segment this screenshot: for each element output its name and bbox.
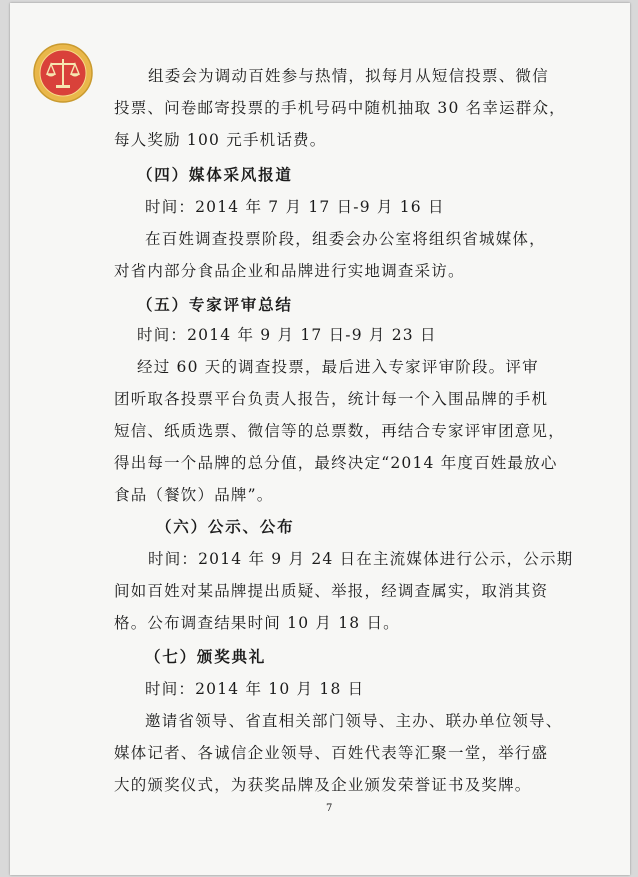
intro-line-1: 组委会为调动百姓参与热情，拟每月从短信投票、微信	[148, 67, 549, 85]
section-5-time: 时间：2014 年 9 月 17 日-9 月 23 日	[137, 326, 437, 344]
section-5-line-4: 得出每一个品牌的总分值，最终决定“2014 年度百姓最放心	[114, 454, 558, 472]
section-5-line-2: 团听取各投票平台负责人报告，统计每一个入围品牌的手机	[114, 390, 549, 408]
section-7-line-1: 邀请省领导、省直相关部门领导、主办、联办单位领导、	[145, 712, 563, 730]
section-4-line-2: 对省内部分食品企业和品牌进行实地调查采访。	[114, 262, 465, 280]
document-page	[10, 3, 630, 875]
section-5-heading: （五）专家评审总结	[137, 295, 293, 314]
section-6-line-2: 间如百姓对某品牌提出质疑、举报，经调查属实，取消其资	[114, 582, 549, 600]
section-4-line-1: 在百姓调查投票阶段，组委会办公室将组织省城媒体，	[145, 230, 546, 248]
section-6-line-3: 格。公布调查结果时间 10 月 18 日。	[114, 614, 400, 632]
section-7-line-3: 大的颁奖仪式，为获奖品牌及企业颁发荣誉证书及奖牌。	[114, 776, 532, 794]
page-number: 7	[326, 803, 333, 814]
intro-line-3: 每人奖励 100 元手机话费。	[114, 131, 327, 149]
section-6-line-1: 时间：2014 年 9 月 24 日在主流媒体进行公示，公示期	[148, 550, 574, 568]
section-4-heading: （四）媒体采风报道	[137, 165, 293, 184]
section-5-line-3: 短信、纸质选票、微信等的总票数，再结合专家评审团意见，	[114, 422, 565, 440]
section-7-line-2: 媒体记者、各诚信企业领导、百姓代表等汇聚一堂，举行盛	[114, 744, 549, 762]
section-5-line-5: 食品（餐饮）品牌”。	[114, 486, 274, 504]
seal-icon	[32, 42, 94, 104]
section-6-heading: （六）公示、公布	[156, 517, 295, 536]
section-5-line-1: 经过 60 天的调查投票，最后进入专家评审阶段。评审	[137, 358, 539, 376]
section-7-time: 时间：2014 年 10 月 18 日	[145, 680, 365, 698]
section-7-heading: （七）颁奖典礼	[145, 647, 267, 666]
intro-line-2: 投票、问卷邮寄投票的手机号码中随机抽取 30 名幸运群众，	[114, 99, 566, 117]
section-4-time: 时间：2014 年 7 月 17 日-9 月 16 日	[145, 198, 445, 216]
